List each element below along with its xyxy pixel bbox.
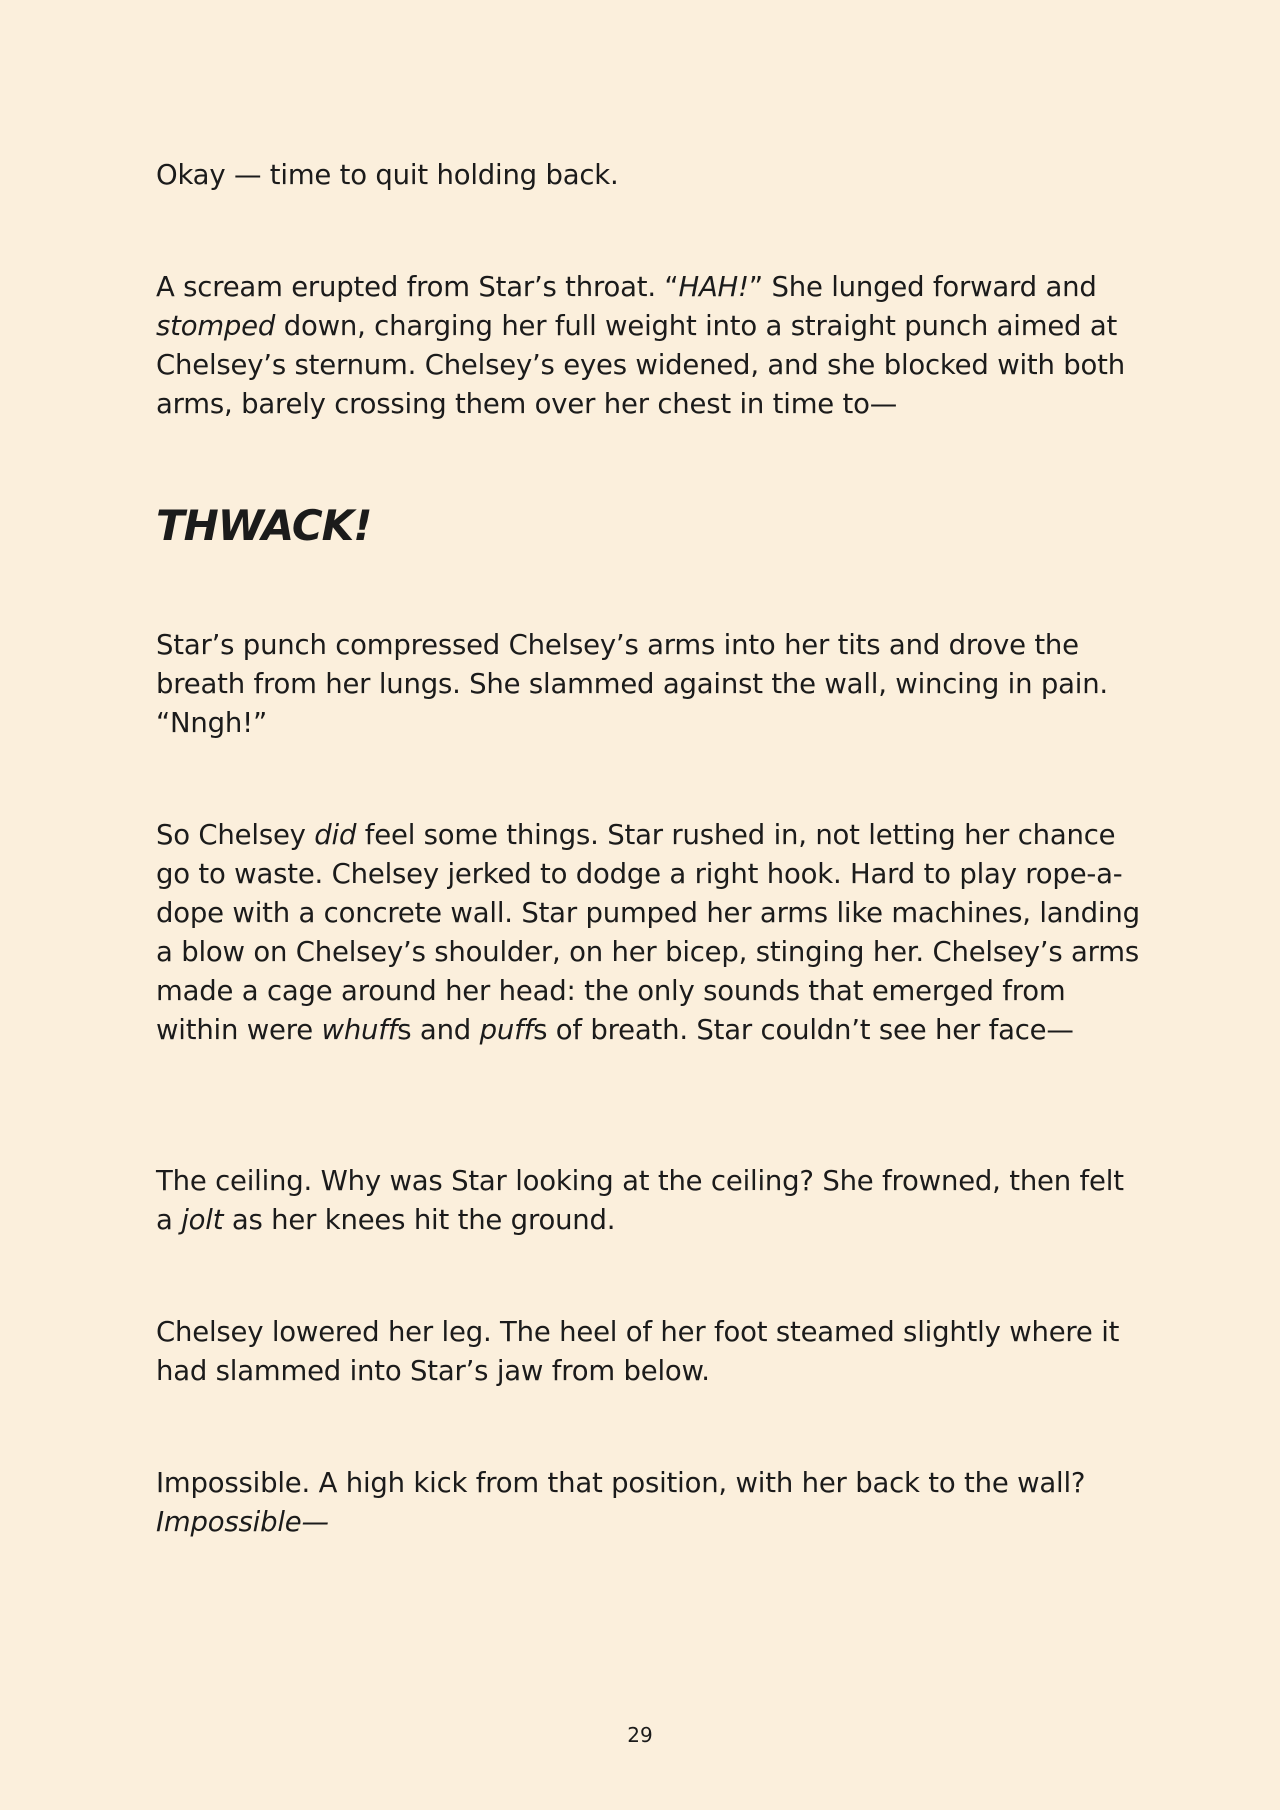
- emphasis-text: Impossible—: [156, 1506, 329, 1538]
- text-span: ” She lunged forward and: [748, 271, 1097, 303]
- text-span: So Chelsey: [156, 819, 315, 851]
- paragraph-4: [156, 816, 1146, 1050]
- text-span: The ceiling. Why was Star looking at the ceiling? She frowned, then felt a: [156, 1165, 1124, 1236]
- emphasis-text: HAH!: [678, 271, 749, 303]
- paragraph-6: [156, 1313, 1146, 1391]
- text-span: down, charging her full weight into a straight punch aimed at Chelsey’s sternum. Chelsey’s eyes widened, and she blocked with both arms, barely crossing them over her chest in time to—: [156, 310, 1125, 420]
- emphasis-text: puff: [479, 1014, 534, 1046]
- page-number: 29: [627, 1723, 653, 1747]
- paragraph-3: [156, 626, 1146, 743]
- text-span: Star’s punch compressed Chelsey’s arms into her tits and drove the breath from her lungs. She slammed against the wall, wincing in pain. “Nngh!”: [156, 629, 1108, 739]
- text-span: s of breath. Star couldn’t see her face—: [533, 1014, 1074, 1046]
- paragraph-2: [156, 268, 1146, 424]
- emphasis-text: stomped: [156, 310, 276, 342]
- text-span: Chelsey lowered her leg. The heel of her foot steamed slightly where it had slammed into Star’s jaw from below.: [156, 1316, 1120, 1387]
- emphasis-text: jolt: [181, 1204, 224, 1236]
- text-span: Impossible. A high kick from that position, with her back to the wall?: [156, 1467, 1086, 1499]
- text-span: Okay — time to quit holding back.: [156, 159, 619, 191]
- emphasis-text: whuff: [321, 1014, 398, 1046]
- emphasis-text: did: [314, 819, 357, 851]
- paragraph-7: [156, 1464, 1146, 1542]
- text-span: A scream erupted from Star’s throat. “: [156, 271, 679, 303]
- paragraph-1: [156, 156, 1146, 195]
- text-span: as her knees hit the ground.: [223, 1204, 616, 1236]
- text-span: feel some things. Star rushed in, not letting her chance go to waste. Chelsey jerked to dodge a right hook. Hard to play rope-a-dope with a concrete wall. Star pumped her arms like machines, landing a blow on Chelsey’s shoulder, on her bicep, stinging her. Chelsey’s arms made a cage around her head: the only sounds that emerged from within were: [156, 819, 1140, 1046]
- paragraph-5: [156, 1162, 1146, 1240]
- text-span: s and: [397, 1014, 480, 1046]
- sound-effect-heading: THWACK!: [156, 501, 372, 550]
